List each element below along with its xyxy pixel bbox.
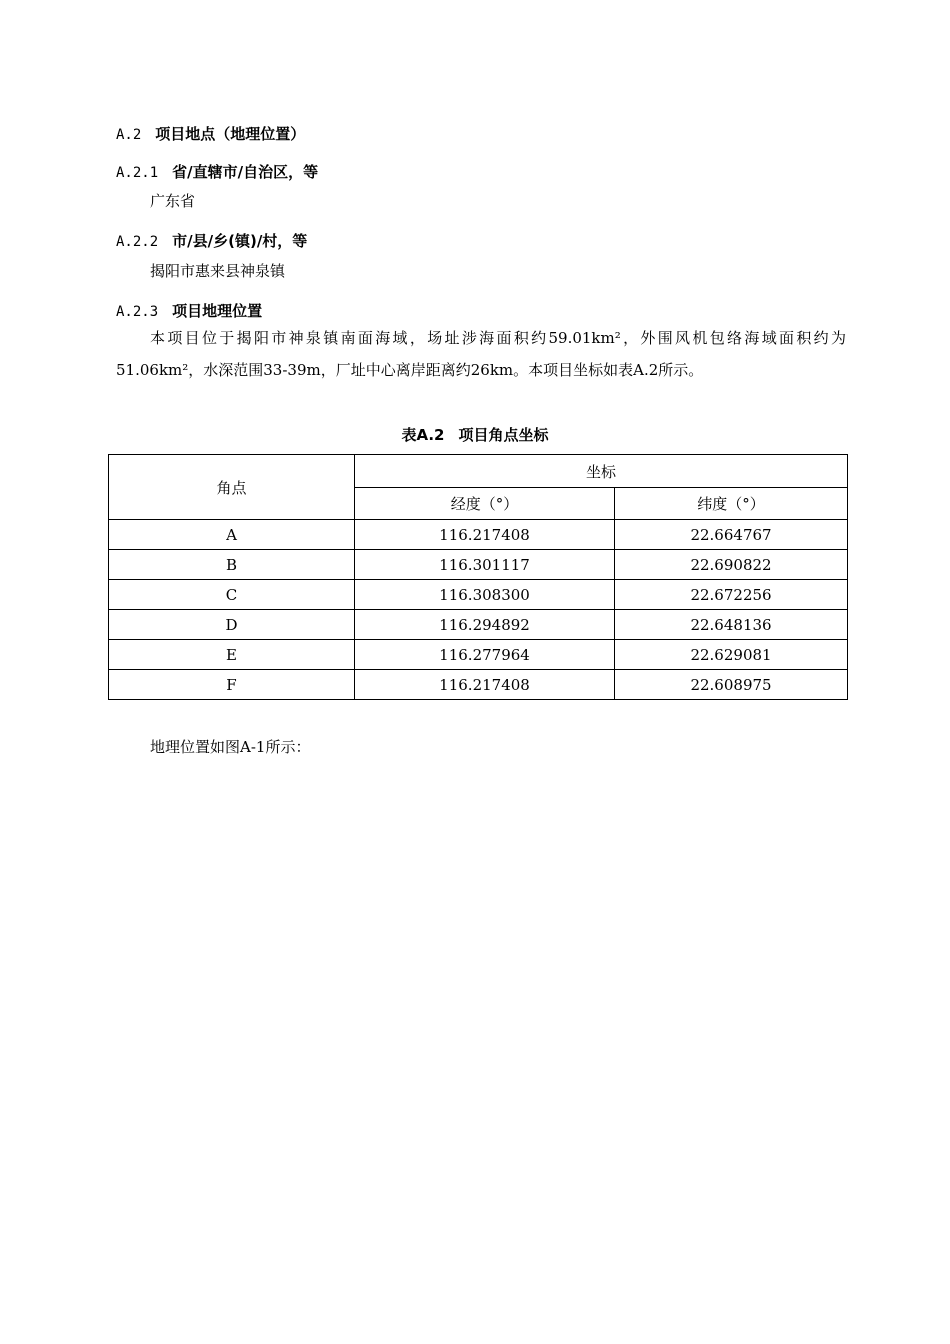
cell-latitude: 22.648136 xyxy=(615,610,848,640)
section-a23-heading xyxy=(116,300,262,321)
header-coordinates: 坐标 xyxy=(355,455,848,488)
cell-longitude: 116.277964 xyxy=(355,640,615,670)
table-row xyxy=(109,520,848,550)
cell-longitude: 116.301117 xyxy=(355,550,615,580)
cell-latitude: 22.629081 xyxy=(615,640,848,670)
table-caption xyxy=(0,424,950,445)
section-a2-heading xyxy=(116,123,305,144)
section-a22-heading xyxy=(116,230,307,251)
section-number: A.2.1 xyxy=(116,165,159,181)
header-corner-point: 角点 xyxy=(109,455,355,520)
table-row xyxy=(109,580,848,610)
cell-latitude: 22.672256 xyxy=(615,580,848,610)
cell-longitude: 116.308300 xyxy=(355,580,615,610)
cell-point: A xyxy=(109,520,355,550)
cell-point: F xyxy=(109,670,355,700)
cell-latitude: 22.690822 xyxy=(615,550,848,580)
header-longitude: 经度（°） xyxy=(355,488,615,520)
cell-longitude: 116.294892 xyxy=(355,610,615,640)
header-latitude: 纬度（°） xyxy=(615,488,848,520)
coordinates-table xyxy=(108,454,848,700)
cell-point: D xyxy=(109,610,355,640)
location-paragraph: 本项目位于揭阳市神泉镇南面海域，场址涉海面积约59.01km²，外围风机包络海域面积约为51.06km²，水深范围33-39m，厂址中心离岸距离约26km。本项目坐标如表A.2所示。 xyxy=(116,329,846,379)
table-row xyxy=(109,640,848,670)
table-row xyxy=(109,550,848,580)
section-number: A.2 xyxy=(116,127,142,143)
section-number: A.2.3 xyxy=(116,304,159,320)
table-caption-title: 项目角点坐标 xyxy=(458,426,549,444)
cell-latitude: 22.664767 xyxy=(615,520,848,550)
section-title: 项目地点（地理位置） xyxy=(155,125,306,143)
cell-latitude: 22.608975 xyxy=(615,670,848,700)
section-title: 市/县/乡(镇)/村，等 xyxy=(172,232,308,250)
cell-longitude: 116.217408 xyxy=(355,520,615,550)
section-number: A.2.2 xyxy=(116,234,159,250)
cell-longitude: 116.217408 xyxy=(355,670,615,700)
section-title: 省/直辖市/自治区，等 xyxy=(172,163,319,181)
cell-point: B xyxy=(109,550,355,580)
section-a21-heading xyxy=(116,161,318,182)
table-row xyxy=(109,670,848,700)
city-value: 揭阳市惠来县神泉镇 xyxy=(150,262,286,280)
section-title: 项目地理位置 xyxy=(172,302,263,320)
cell-point: E xyxy=(109,640,355,670)
table-caption-id: 表A.2 xyxy=(401,426,445,444)
figure-reference: 地理位置如图A-1所示： xyxy=(150,738,311,756)
province-value: 广东省 xyxy=(150,192,196,210)
cell-point: C xyxy=(109,580,355,610)
table-row xyxy=(109,610,848,640)
